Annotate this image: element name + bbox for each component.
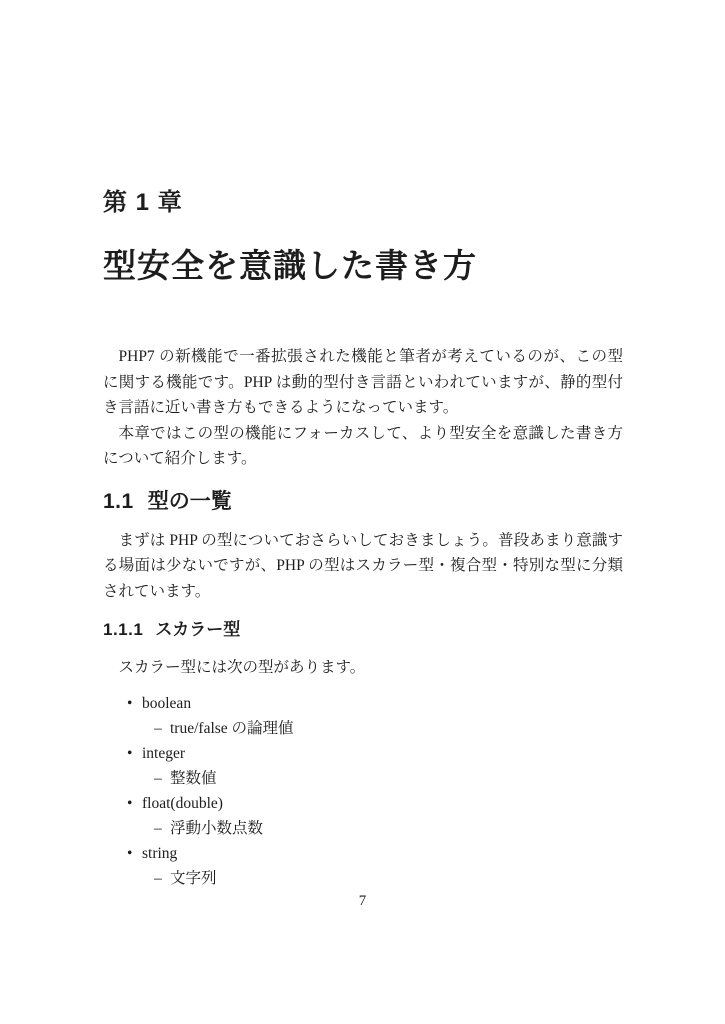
bullet-icon: •: [127, 744, 133, 762]
page-content: [103, 0, 623, 891]
type-name: string: [142, 844, 178, 862]
list-item-term: [103, 841, 623, 866]
chapter-number: 第 1 章: [103, 189, 183, 216]
list-item: [103, 841, 623, 891]
dash-icon: –: [154, 719, 162, 737]
dash-icon: –: [154, 769, 162, 787]
type-description: 浮動小数点数: [170, 819, 264, 837]
paragraph-intro-2: 本章ではこの型の機能にフォーカスして、より型安全を意識した書き方について紹介します。: [103, 424, 623, 467]
type-description: 整数値: [170, 769, 217, 787]
bullet-icon: •: [127, 794, 133, 812]
paragraph-section-intro: まずは PHP の型についておさらいしておきましょう。普段あまり意識する場面は少ないですが、PHP の型はスカラー型・複合型・特別な型に分類されています。: [103, 531, 623, 600]
list-item-desc: [103, 766, 623, 791]
paragraph-scalar-intro: スカラー型には次の型があります。: [118, 659, 366, 676]
list-item-desc: [103, 866, 623, 891]
list-item-desc: [103, 716, 623, 741]
section-heading-1-1: [103, 488, 623, 516]
dash-icon: –: [154, 819, 162, 837]
list-item: [103, 791, 623, 841]
chapter-title: 型安全を意識した書き方: [103, 247, 477, 284]
section-title: 型の一覧: [147, 489, 232, 513]
type-name: float(double): [142, 794, 223, 812]
bullet-icon: •: [127, 844, 133, 862]
page-number: 7: [358, 893, 367, 909]
type-name: integer: [142, 744, 186, 762]
list-item-term: [103, 691, 623, 716]
type-description: 文字列: [170, 869, 217, 887]
subsection-number: 1.1.1: [103, 620, 144, 639]
list-item: [103, 691, 623, 741]
bullet-icon: •: [127, 694, 133, 712]
type-name: boolean: [142, 694, 192, 712]
section-number: 1.1: [103, 489, 134, 513]
list-item: [103, 741, 623, 791]
scalar-type-list: [103, 691, 623, 891]
type-description: true/false の論理値: [170, 719, 294, 737]
subsection-title: スカラー型: [155, 620, 241, 639]
list-item-desc: [103, 816, 623, 841]
list-item-term: [103, 791, 623, 816]
dash-icon: –: [154, 869, 162, 887]
list-item-term: [103, 741, 623, 766]
paragraph-intro-1: PHP7 の新機能で一番拡張された機能と筆者が考えているのが、この型に関する機能です。PHP は動的型付き言語といわれていますが、静的型付き言語に近い書き方もできるようになっています。: [103, 348, 623, 416]
subsection-heading-1-1-1: [103, 618, 623, 641]
